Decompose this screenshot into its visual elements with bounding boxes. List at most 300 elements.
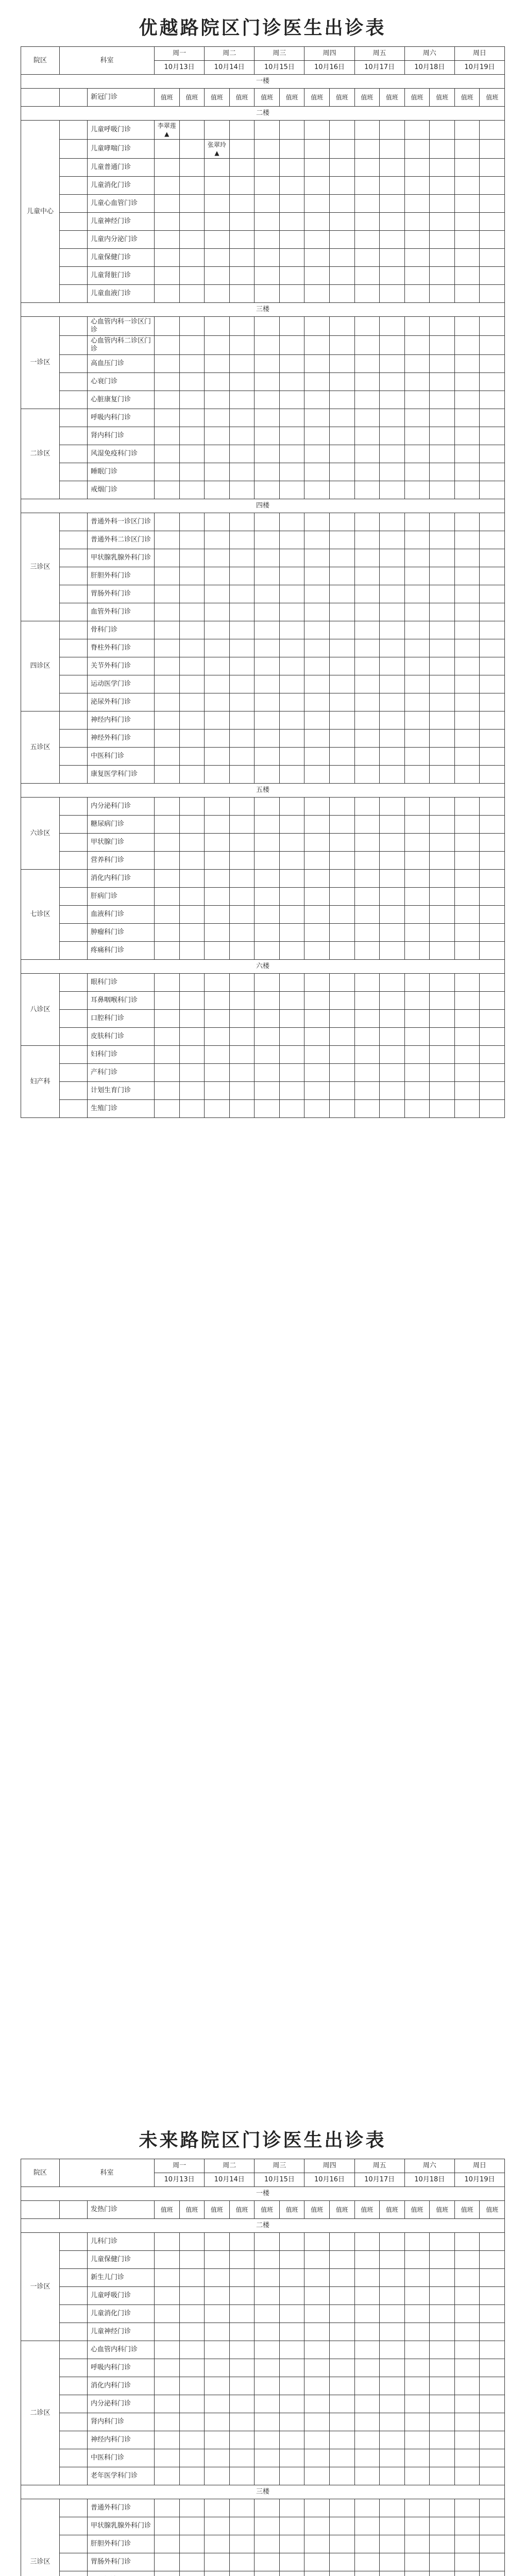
doctor-cell — [380, 409, 405, 427]
doctor-cell — [229, 675, 255, 693]
doctor-cell — [330, 730, 355, 748]
doctor-cell — [155, 567, 180, 585]
doctor-cell — [404, 1064, 430, 1082]
doctor-cell — [404, 2341, 430, 2359]
dept-cell — [60, 675, 88, 693]
doctor-cell: 值班 — [430, 2201, 455, 2219]
doctor-cell — [304, 657, 330, 675]
doctor-cell — [354, 639, 380, 657]
doctor-cell — [279, 355, 304, 373]
doctor-cell — [380, 888, 405, 906]
doctor-cell — [279, 427, 304, 445]
clinic-cell: 关节外科门诊 — [88, 657, 155, 675]
doctor-cell — [304, 2553, 330, 2571]
doctor-cell — [480, 942, 505, 960]
doctor-cell — [155, 373, 180, 391]
doctor-cell — [480, 427, 505, 445]
doctor-cell: 值班 — [480, 89, 505, 107]
doctor-cell — [205, 2467, 230, 2485]
doctor-cell — [380, 992, 405, 1010]
doctor-cell — [155, 2535, 180, 2553]
doctor-cell — [354, 567, 380, 585]
doctor-cell — [155, 2553, 180, 2571]
table-row — [21, 906, 505, 924]
doctor-cell — [179, 1082, 205, 1100]
doctor-cell — [330, 974, 355, 992]
doctor-cell — [430, 249, 455, 267]
doctor-cell — [205, 195, 230, 213]
doctor-cell — [430, 693, 455, 711]
doctor-cell — [430, 159, 455, 177]
doctor-cell — [229, 888, 255, 906]
doctor-cell — [229, 621, 255, 639]
header-day: 周五 — [354, 2159, 404, 2173]
dept-cell — [60, 231, 88, 249]
doctor-cell — [179, 445, 205, 463]
doctor-cell — [330, 888, 355, 906]
doctor-cell — [454, 1082, 480, 1100]
doctor-cell — [229, 427, 255, 445]
table-row — [21, 481, 505, 499]
doctor-cell — [454, 888, 480, 906]
doctor-cell — [179, 159, 205, 177]
header-day: 周二 — [205, 2159, 255, 2173]
doctor-cell — [205, 2359, 230, 2377]
section-title: 二楼 — [21, 107, 505, 121]
clinic-cell: 肝胆外科门诊 — [88, 567, 155, 585]
doctor-cell — [380, 159, 405, 177]
doctor-cell — [480, 834, 505, 852]
clinic-cell: 儿童血液门诊 — [88, 285, 155, 303]
doctor-cell — [380, 567, 405, 585]
doctor-cell — [279, 675, 304, 693]
doctor-cell — [155, 267, 180, 285]
clinic-cell: 胃肠外科门诊 — [88, 585, 155, 603]
doctor-cell — [480, 2571, 505, 2576]
doctor-cell — [205, 355, 230, 373]
doctor-cell — [155, 639, 180, 657]
doctor-cell — [155, 317, 180, 336]
doctor-cell — [430, 445, 455, 463]
doctor-cell — [380, 2251, 405, 2269]
dept-cell — [60, 513, 88, 531]
doctor-cell — [354, 693, 380, 711]
doctor-cell — [279, 2431, 304, 2449]
doctor-cell — [404, 748, 430, 766]
doctor-cell — [255, 924, 280, 942]
schedule-table — [21, 2159, 505, 2576]
doctor-cell — [279, 992, 304, 1010]
doctor-cell — [330, 463, 355, 481]
doctor-cell — [480, 639, 505, 657]
table-row — [21, 852, 505, 870]
doctor-cell — [279, 531, 304, 549]
table-row — [21, 427, 505, 445]
table-row — [21, 2251, 505, 2269]
doctor-cell — [155, 798, 180, 816]
doctor-cell — [304, 730, 330, 748]
doctor-cell — [404, 2305, 430, 2323]
section-title: 四楼 — [21, 499, 505, 513]
doctor-cell — [354, 888, 380, 906]
clinic-cell: 消化内科门诊 — [88, 870, 155, 888]
doctor-cell — [179, 249, 205, 267]
clinic-cell: 普通外科二诊区门诊 — [88, 531, 155, 549]
doctor-cell — [430, 798, 455, 816]
doctor-cell — [330, 657, 355, 675]
doctor-cell — [330, 748, 355, 766]
doctor-cell — [480, 924, 505, 942]
dept-cell — [60, 391, 88, 409]
clinic-cell: 儿童内分泌门诊 — [88, 231, 155, 249]
doctor-cell — [330, 2377, 355, 2395]
doctor-cell — [255, 409, 280, 427]
doctor-cell — [255, 2395, 280, 2413]
dept-cell — [60, 2359, 88, 2377]
dept-cell — [60, 730, 88, 748]
doctor-cell — [304, 1100, 330, 1118]
doctor-cell — [380, 585, 405, 603]
doctor-cell — [255, 766, 280, 784]
table-row — [21, 2323, 505, 2341]
doctor-cell — [205, 1010, 230, 1028]
doctor-cell — [255, 2323, 280, 2341]
table-row — [21, 711, 505, 730]
doctor-cell — [430, 513, 455, 531]
table-row — [21, 409, 505, 427]
doctor-cell — [330, 2553, 355, 2571]
doctor-cell — [404, 427, 430, 445]
dept-cell — [60, 177, 88, 195]
doctor-cell — [380, 748, 405, 766]
doctor-cell — [229, 336, 255, 355]
doctor-cell — [354, 267, 380, 285]
doctor-cell — [480, 2341, 505, 2359]
doctor-cell — [480, 409, 505, 427]
table-row — [21, 2499, 505, 2517]
doctor-cell — [354, 317, 380, 336]
dept-cell — [60, 267, 88, 285]
doctor-cell — [380, 1010, 405, 1028]
doctor-cell — [454, 2251, 480, 2269]
table-row — [21, 992, 505, 1010]
doctor-cell — [205, 249, 230, 267]
doctor-cell — [179, 730, 205, 748]
doctor-cell — [354, 1064, 380, 1082]
doctor-cell — [480, 249, 505, 267]
clinic-cell: 呼吸内科门诊 — [88, 409, 155, 427]
doctor-cell — [205, 445, 230, 463]
doctor-cell — [430, 1010, 455, 1028]
doctor-cell — [404, 2377, 430, 2395]
doctor-cell — [404, 513, 430, 531]
clinic-cell: 老年医学科门诊 — [88, 2467, 155, 2485]
doctor-cell — [205, 2449, 230, 2467]
doctor-cell — [179, 675, 205, 693]
doctor-cell — [330, 531, 355, 549]
table-row — [21, 585, 505, 603]
table-row — [21, 267, 505, 285]
table-row — [21, 693, 505, 711]
header-date: 10月15日 — [255, 61, 304, 75]
doctor-cell — [304, 249, 330, 267]
table-row — [21, 603, 505, 621]
header-dept: 科室 — [60, 47, 155, 75]
doctor-cell — [380, 2341, 405, 2359]
doctor-cell — [155, 2377, 180, 2395]
doctor-cell — [330, 2323, 355, 2341]
dept-cell — [60, 140, 88, 159]
doctor-cell — [304, 2413, 330, 2431]
doctor-cell — [155, 711, 180, 730]
doctor-cell — [354, 445, 380, 463]
doctor-cell — [205, 675, 230, 693]
area-cell: 二诊区 — [21, 2341, 60, 2485]
header-day: 周五 — [354, 47, 404, 61]
doctor-cell — [454, 2233, 480, 2251]
doctor-cell: 值班 — [279, 2201, 304, 2219]
section-row — [21, 2485, 505, 2499]
section-title: 二楼 — [21, 2219, 505, 2233]
doctor-cell — [404, 285, 430, 303]
table-row — [21, 213, 505, 231]
doctor-cell — [304, 924, 330, 942]
doctor-cell — [404, 549, 430, 567]
dept-cell — [60, 2269, 88, 2287]
clinic-cell: 风湿免疫科门诊 — [88, 445, 155, 463]
doctor-cell — [330, 195, 355, 213]
doctor-cell: 值班 — [330, 2201, 355, 2219]
doctor-cell — [330, 924, 355, 942]
doctor-cell — [480, 798, 505, 816]
doctor-cell — [380, 798, 405, 816]
doctor-cell — [279, 748, 304, 766]
clinic-cell: 皮肤科门诊 — [88, 1028, 155, 1046]
clinic-cell: 高血压门诊 — [88, 355, 155, 373]
doctor-cell — [454, 427, 480, 445]
sheet-title: 优越路院区门诊医生出诊表 — [139, 18, 386, 39]
doctor-cell — [229, 2499, 255, 2517]
doctor-cell — [354, 373, 380, 391]
doctor-cell — [304, 2359, 330, 2377]
doctor-cell — [279, 2341, 304, 2359]
doctor-cell — [229, 2251, 255, 2269]
doctor-cell — [404, 2413, 430, 2431]
dept-cell — [60, 2323, 88, 2341]
doctor-cell — [304, 513, 330, 531]
doctor-cell — [430, 1082, 455, 1100]
doctor-cell — [179, 711, 205, 730]
doctor-cell — [304, 463, 330, 481]
doctor-cell — [179, 531, 205, 549]
clinic-cell: 神经内科门诊 — [88, 711, 155, 730]
clinic-cell: 肝病门诊 — [88, 888, 155, 906]
doctor-cell — [255, 177, 280, 195]
doctor-cell — [205, 121, 230, 140]
doctor-cell — [155, 992, 180, 1010]
doctor-cell — [480, 549, 505, 567]
doctor-cell — [454, 549, 480, 567]
dept-cell — [60, 2377, 88, 2395]
doctor-cell — [330, 621, 355, 639]
doctor-cell — [304, 391, 330, 409]
doctor-cell — [229, 693, 255, 711]
doctor-cell — [255, 2553, 280, 2571]
doctor-cell — [179, 2395, 205, 2413]
doctor-cell — [229, 2323, 255, 2341]
doctor-cell — [279, 1010, 304, 1028]
doctor-cell — [404, 924, 430, 942]
doctor-cell — [454, 231, 480, 249]
doctor-cell — [330, 2517, 355, 2535]
doctor-cell — [179, 2323, 205, 2341]
doctor-cell — [430, 675, 455, 693]
doctor-cell — [279, 177, 304, 195]
doctor-cell — [279, 2359, 304, 2377]
doctor-cell — [229, 834, 255, 852]
doctor-cell — [179, 2305, 205, 2323]
clinic-cell: 营养科门诊 — [88, 852, 155, 870]
doctor-cell — [255, 336, 280, 355]
clinic-cell: 疼痛科门诊 — [88, 942, 155, 960]
doctor-cell — [155, 693, 180, 711]
doctor-cell — [179, 2449, 205, 2467]
doctor-cell — [354, 2359, 380, 2377]
header-date: 10月14日 — [205, 61, 255, 75]
doctor-cell — [179, 992, 205, 1010]
header-date: 10月19日 — [454, 61, 504, 75]
doctor-cell — [205, 336, 230, 355]
area-cell: 儿童中心 — [21, 121, 60, 303]
table-row — [21, 621, 505, 639]
doctor-cell — [279, 391, 304, 409]
doctor-cell — [205, 766, 230, 784]
clinic-cell: 肾内科门诊 — [88, 427, 155, 445]
table-row — [21, 2517, 505, 2535]
doctor-cell — [304, 2571, 330, 2576]
doctor-cell — [454, 992, 480, 1010]
doctor-cell — [155, 2449, 180, 2467]
clinic-cell: 普通外科一诊区门诊 — [88, 513, 155, 531]
doctor-cell — [255, 463, 280, 481]
doctor-cell — [404, 445, 430, 463]
dept-cell — [60, 834, 88, 852]
doctor-cell — [255, 798, 280, 816]
dept-cell — [60, 336, 88, 355]
doctor-cell — [205, 159, 230, 177]
doctor-cell — [330, 567, 355, 585]
doctor-cell — [480, 531, 505, 549]
doctor-cell — [279, 2413, 304, 2431]
doctor-cell — [330, 942, 355, 960]
doctor-cell — [454, 852, 480, 870]
doctor-cell — [380, 513, 405, 531]
doctor-cell — [304, 317, 330, 336]
table-row — [21, 1046, 505, 1064]
doctor-cell — [229, 267, 255, 285]
doctor-cell — [430, 2287, 455, 2305]
dept-cell — [60, 2233, 88, 2251]
clinic-cell: 内分泌科门诊 — [88, 798, 155, 816]
section-row — [21, 784, 505, 798]
doctor-cell — [330, 231, 355, 249]
clinic-cell: 中医科门诊 — [88, 748, 155, 766]
doctor-cell — [155, 603, 180, 621]
doctor-cell — [279, 213, 304, 231]
doctor-cell — [354, 2323, 380, 2341]
doctor-cell — [330, 249, 355, 267]
table-row — [21, 2269, 505, 2287]
doctor-cell — [480, 675, 505, 693]
doctor-cell — [404, 317, 430, 336]
doctor-cell — [255, 2571, 280, 2576]
doctor-cell — [480, 2323, 505, 2341]
doctor-cell — [354, 2233, 380, 2251]
doctor-cell — [255, 834, 280, 852]
doctor-cell — [205, 1082, 230, 1100]
area-cell — [21, 89, 60, 107]
doctor-cell — [480, 748, 505, 766]
doctor-cell — [179, 585, 205, 603]
doctor-cell — [354, 121, 380, 140]
doctor-cell: 值班 — [155, 89, 180, 107]
dept-cell — [60, 2395, 88, 2413]
doctor-cell — [179, 2287, 205, 2305]
doctor-cell — [205, 621, 230, 639]
doctor-cell — [354, 2499, 380, 2517]
doctor-cell — [205, 870, 230, 888]
clinic-cell: 神经外科门诊 — [88, 730, 155, 748]
doctor-cell — [155, 748, 180, 766]
doctor-cell — [454, 693, 480, 711]
doctor-cell — [404, 2251, 430, 2269]
doctor-cell — [404, 974, 430, 992]
doctor-cell — [404, 1100, 430, 1118]
doctor-cell — [430, 531, 455, 549]
section-row — [21, 75, 505, 89]
doctor-cell: 值班 — [404, 2201, 430, 2219]
doctor-cell: 值班 — [155, 2201, 180, 2219]
doctor-cell — [255, 567, 280, 585]
doctor-cell — [354, 2535, 380, 2553]
doctor-cell — [279, 2305, 304, 2323]
doctor-cell — [354, 992, 380, 1010]
clinic-cell: 新生儿门诊 — [88, 2269, 155, 2287]
doctor-cell — [304, 2499, 330, 2517]
doctor-cell — [480, 140, 505, 159]
doctor-cell — [179, 693, 205, 711]
doctor-cell — [330, 1010, 355, 1028]
doctor-cell — [279, 657, 304, 675]
doctor-cell — [380, 834, 405, 852]
doctor-cell — [404, 213, 430, 231]
doctor-cell — [205, 285, 230, 303]
section-row — [21, 303, 505, 317]
doctor-cell — [454, 2413, 480, 2431]
doctor-cell — [205, 639, 230, 657]
doctor-cell — [155, 140, 180, 159]
doctor-cell — [380, 2395, 405, 2413]
table-row — [21, 463, 505, 481]
doctor-cell — [155, 391, 180, 409]
doctor-cell — [454, 2431, 480, 2449]
doctor-cell — [330, 427, 355, 445]
table-row — [21, 639, 505, 657]
doctor-cell — [380, 549, 405, 567]
doctor-cell — [229, 816, 255, 834]
clinic-cell: 中医科门诊 — [88, 2449, 155, 2467]
doctor-cell — [454, 870, 480, 888]
